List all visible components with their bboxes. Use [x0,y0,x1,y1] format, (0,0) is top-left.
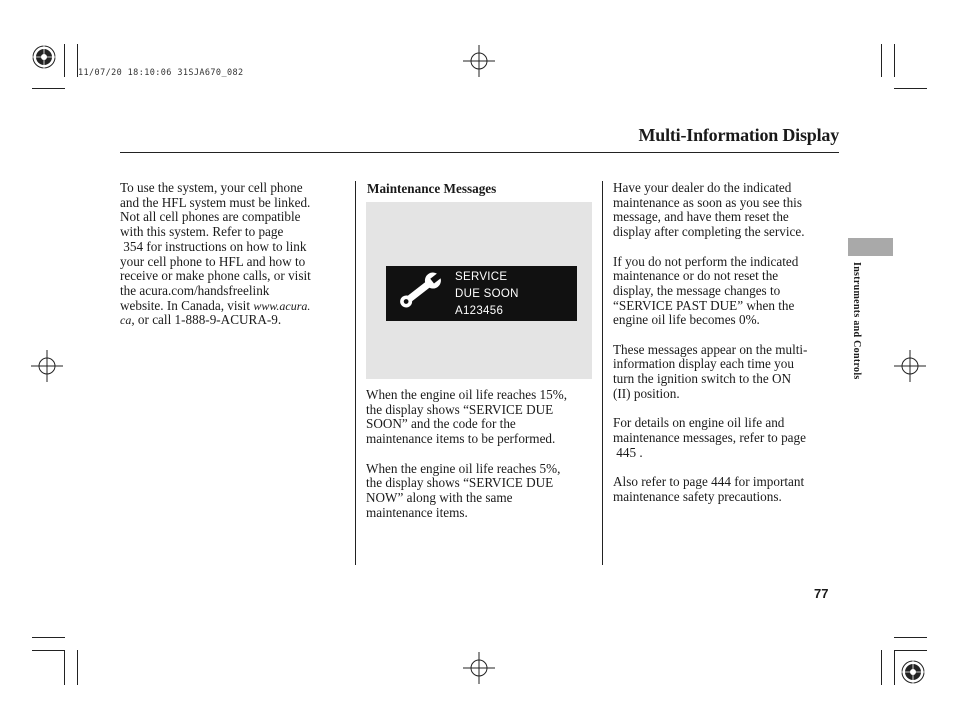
website-link[interactable]: www.acura. [253,298,311,313]
text-line: display after completing the service. [613,224,805,240]
text-line: turn the ignition switch to the ON [613,371,792,387]
paragraph [613,343,845,402]
text-line: with this system. Refer to page [120,224,284,240]
text-line: If you do not perform the indicated [613,253,799,269]
page-title: Multi-Information Display [638,125,839,145]
text-line: Not all cell phones are compatible [120,209,301,225]
text-line: Have your dealer do the indicated [613,180,792,195]
paragraph [366,462,598,521]
paragraph [613,255,845,329]
text-line: website. In Canada, visit [120,297,254,313]
starburst-mark-top-left [32,45,56,69]
text-line: “SERVICE PAST DUE” when the [613,297,795,313]
title-rule [120,152,839,153]
display-text-line: DUE SOON [455,288,519,300]
page-reference-link[interactable]: 445 . [613,444,643,460]
paragraph [366,388,598,447]
text-line: maintenance safety precautions. [613,488,782,504]
wrench-icon [394,270,446,310]
text-line: the acura.com/handsfreelink [120,282,270,298]
column-middle [366,388,598,535]
text-line: When the engine oil life reaches 5%, [366,460,561,476]
text-line: and the HFL system must be linked. [120,194,311,210]
column-divider [355,181,356,565]
text-line: (II) position. [613,385,680,401]
text-line: , or call 1-888-9-ACURA-9. [131,312,282,328]
text-line: Also refer to page 444 for important [613,474,805,489]
text-line: 354 for instructions on how to link [120,238,307,254]
text-line: When the engine oil life reaches 15%, [366,387,568,402]
text-line: maintenance items to be performed. [366,431,556,447]
text-line: your cell phone to HFL and how to [120,253,306,269]
text-line: receive or make phone calls, or visit [120,268,311,284]
paragraph [613,181,845,240]
text-line: For details on engine oil life and [613,415,785,431]
page-number: 77 [814,586,829,601]
website-link[interactable]: ca [120,313,132,328]
starburst-mark-bottom-right [901,660,925,684]
text-line: These messages appear on the multi- [613,341,808,357]
text-line: the display shows “SERVICE DUE [366,401,554,417]
section-heading: Maintenance Messages [367,181,497,196]
text-line: NOW” along with the same [366,489,513,505]
display-text-line: SERVICE [455,271,508,283]
text-line: information display each time you [613,356,794,372]
column-right [613,181,845,519]
section-tab [848,238,893,256]
text-line: the display shows “SERVICE DUE [366,475,554,491]
print-stamp: 11/07/20 18:10:06 31SJA670_082 [78,68,244,78]
paragraph [613,475,845,504]
text-line: maintenance messages, refer to page [613,429,806,445]
section-tab-label: Instruments and Controls [851,262,862,380]
text-line: SOON” and the code for the [366,416,516,432]
text-line: To use the system, your cell phone [120,180,303,195]
display-text-line: A123456 [455,305,504,317]
text-line: maintenance or do not reset the [613,268,779,284]
text-line: display, the message changes to [613,282,781,298]
text-line: message, and have them reset the [613,209,789,225]
column-divider [602,181,603,565]
text-line: engine oil life becomes 0%. [613,312,760,328]
paragraph [613,416,845,460]
text-line: maintenance items. [366,504,468,520]
text-line: maintenance as soon as you see this [613,194,802,210]
column-left [120,181,350,328]
